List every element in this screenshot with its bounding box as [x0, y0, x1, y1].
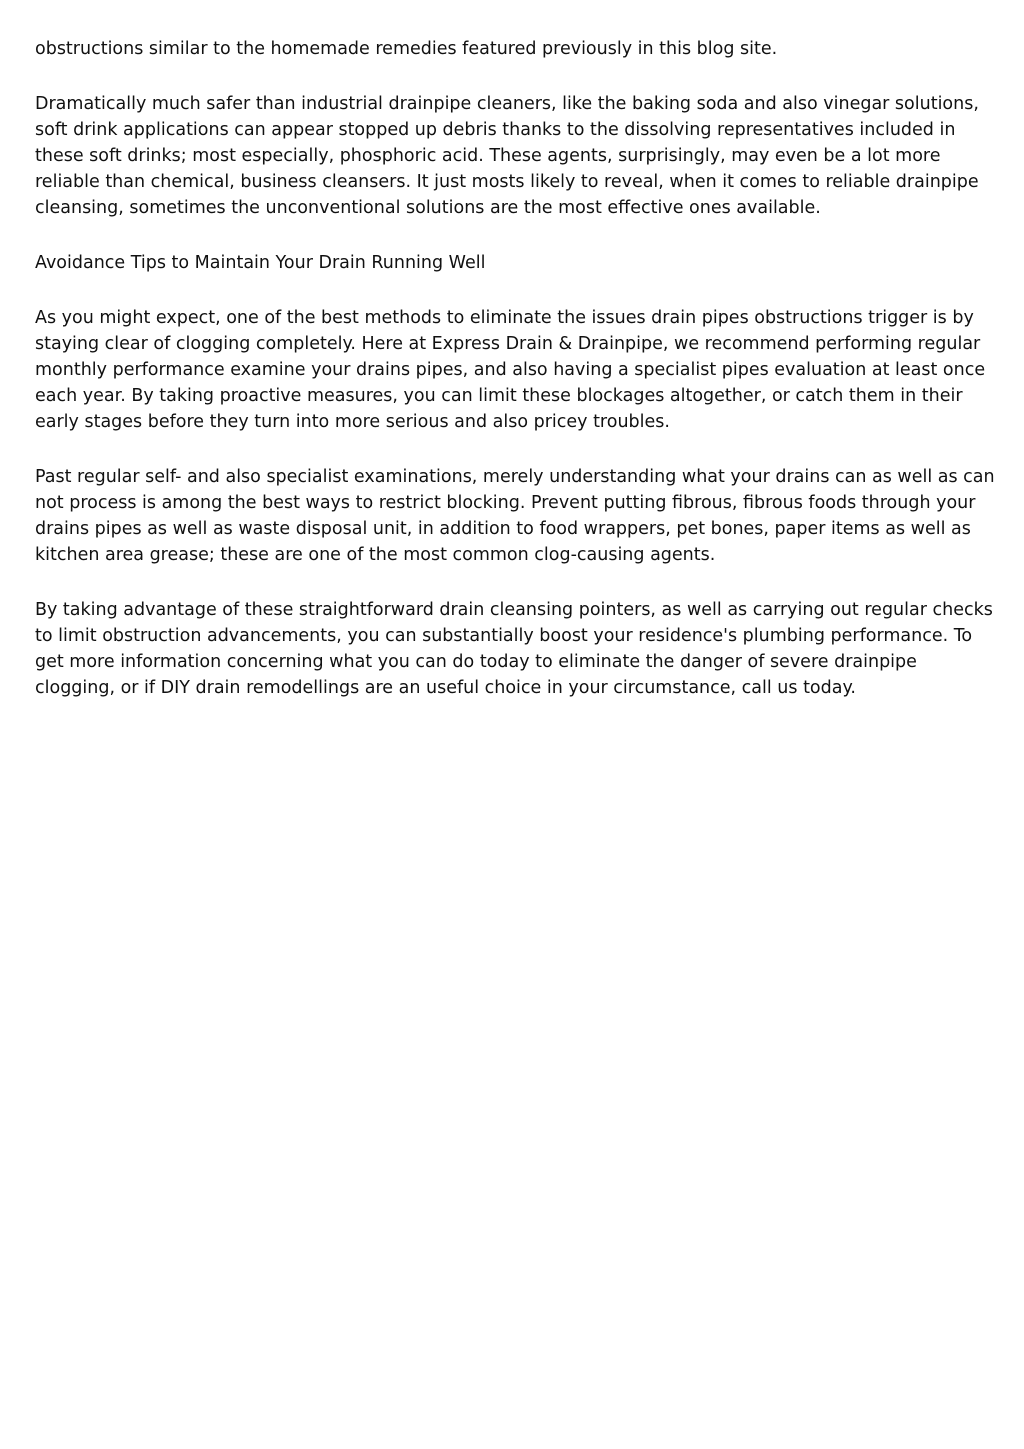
document-page [35, 36, 995, 730]
paragraph-conclusion: By taking advantage of these straightforward drain cleansing pointers, as well as carrying out regular checks to limit obstruction advancements, you can substantially boost your residence's plumbing performance. To get more information concerning what you can do today to eliminate the danger of severe drainpipe clogging, or if DIY drain remodellings are an useful choice in your circumstance, call us today. [35, 600, 993, 698]
paragraph-soft-drinks: Dramatically much safer than industrial drainpipe cleaners, like the baking soda and also vinegar solutions, soft drink applications can appear stopped up debris thanks to the dissolving representatives included in these soft drinks; most especially, phosphoric acid. These agents, surprisingly, may even be a lot more reliable than chemical, business cleansers. It just mosts likely to reveal, when it comes to reliable drainpipe cleansing, sometimes the unconventional solutions are the most effective ones available. [35, 94, 979, 218]
paragraph-examinations: Past regular self- and also specialist examinations, merely understanding what your drains can as well as can not process is among the best ways to restrict blocking. Prevent putting fibrous, fibrous foods through your drains pipes as well as waste disposal unit, in addition to food wrappers, pet bones, paper items as well as kitchen area grease; these are one of the most common clog-causing agents. [35, 467, 995, 565]
paragraph-intro: obstructions similar to the homemade remedies featured previously in this blog site. [35, 39, 778, 59]
section-heading: Avoidance Tips to Maintain Your Drain Running Well [35, 253, 486, 273]
paragraph-prevention: As you might expect, one of the best methods to eliminate the issues drain pipes obstructions trigger is by staying clear of clogging completely. Here at Express Drain & Drainpipe, we recommend performing regular monthly performance examine your drains pipes, and also having a specialist pipes evaluation at least once each year. By taking proactive measures, you can limit these blockages altogether, or catch them in their early stages before they turn into more serious and also pricey troubles. [35, 308, 986, 432]
